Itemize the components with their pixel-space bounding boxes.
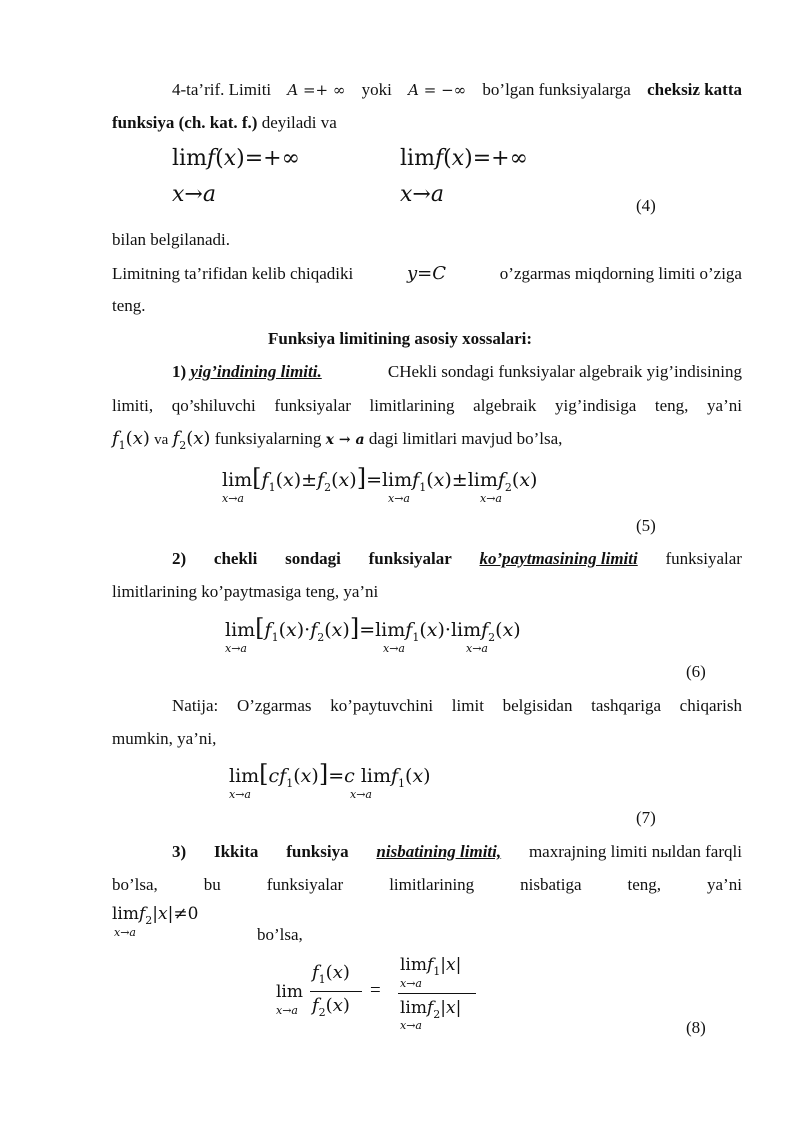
prop1-line-1: 1) yig’indining limiti. CHekli sondagi funksiyalar algebraik yig’indisining — [172, 362, 742, 381]
prop3-line-2: bo’lsa, bu funksiyalar limitlarining nisbatiga teng, ya’ni — [112, 875, 742, 894]
equation-number-6: (6) — [686, 662, 706, 681]
formula-8-fraction-bar-right — [398, 993, 476, 994]
prop3-title: nisbatining limiti, — [376, 842, 502, 861]
const-eq: y=C — [407, 263, 447, 284]
definition-eq-plus-inf: A =+ ∞ — [287, 81, 346, 99]
prop2-line-2: limitlarining ko’paytmasiga teng, ya’ni — [112, 582, 379, 601]
natija-line-2: mumkin, ya’ni, — [112, 729, 217, 748]
formula-6: $\lim[f_1(x)\cdot f_2(x)]=\lim f_1(x)\cdot\lim f_2(x)$ — [225, 614, 521, 644]
formula-8-fraction-bar-left — [310, 991, 362, 992]
formula-4-right-top: limf(x)=+∞ — [400, 146, 528, 171]
definition-eq-minus-inf: A = −∞ — [408, 81, 467, 99]
const-line-2: teng. — [112, 296, 146, 315]
definition-line-2 — [112, 113, 337, 133]
formula-8-equals: = — [370, 980, 381, 1001]
definition-prefix: 4-ta’rif. Limiti — [172, 80, 272, 99]
prop2-title: ko’paytmasining limiti — [479, 549, 638, 568]
equation-number-4: (4) — [636, 196, 656, 215]
formula-8-lim-sub: x→a — [276, 1004, 298, 1017]
formula-5-sub-2: x→a — [388, 492, 410, 505]
definition-tail: deyiladi va — [261, 113, 337, 132]
prop3-condition-tail: bo’lsa, — [257, 925, 303, 944]
formula-8-right-den-sub: x→a — [400, 1019, 422, 1032]
prop1-arrow: x → a — [325, 432, 365, 448]
formula-6-sub-2: x→a — [383, 642, 405, 655]
formula-5-sub-3: x→a — [480, 492, 502, 505]
const-line-1: Limitning ta’rifidan kelib chiqadiki y=C o’zgarmas miqdorning limiti o’ziga — [112, 263, 742, 284]
formula-4-left-bottom: x→a — [172, 182, 216, 207]
formula-6-sub-3: x→a — [466, 642, 488, 655]
definition-rest: bo’lgan funksiyalarga — [482, 80, 631, 99]
formula-8-right-denominator: limf$_2$|x| — [400, 998, 462, 1021]
natija-line-1: Natija: O’zgarmas ko’paytuvchini limit belgisidan tashqariga chiqarish — [172, 696, 742, 715]
prop1-line-3: $f_1(x)$ va $f_2(x)$ funksiyalarning x → a dagi limitlari mavjud bo’lsa, — [112, 428, 563, 452]
formula-8-right-numerator: limf$_1$|x| — [400, 955, 462, 978]
formula-8-right-num-sub: x→a — [400, 977, 422, 990]
prop3-condition-sub: x→a — [114, 926, 136, 939]
formula-4-left-top: limf(x)=+∞ — [172, 146, 300, 171]
prop1-line-2: limiti, qo’shiluvchi funksiyalar limitlarining algebraik yig’indisiga teng, ya’ni — [112, 396, 742, 415]
formula-7-sub-2: x→a — [350, 788, 372, 801]
formula-8-denominator: $f_2(x)$ — [312, 995, 350, 1019]
prop3-line-1: 3) Ikkita funksiya nisbatining limiti, maxrajning limiti nыldan farqli — [172, 842, 742, 861]
definition-bold-term: cheksiz katta — [647, 80, 742, 99]
formula-6-sub-1: x→a — [225, 642, 247, 655]
formula-4-right-bottom: x→a — [400, 182, 444, 207]
definition-yoki: yoki — [361, 80, 392, 99]
prop1-title: yig’indining limiti. — [190, 362, 322, 381]
section-title: Funksiya limitining asosiy xossalari: — [267, 329, 533, 348]
prop2-line-1: 2) chekli sondagi funksiyalar ko’paytmasining limiti funksiyalar — [172, 549, 742, 568]
text-belgilanadi: bilan belgilanadi. — [112, 230, 231, 249]
formula-7-sub-1: x→a — [229, 788, 251, 801]
formula-5: $\lim[f_1(x)\pm f_2(x)]=\lim f_1(x)\pm\lim f_2(x)$ — [222, 464, 538, 494]
equation-number-5: (5) — [636, 516, 656, 535]
equation-number-8: (8) — [686, 1018, 706, 1037]
formula-8-numerator: $f_1(x)$ — [312, 962, 350, 986]
definition-line-1 — [172, 80, 742, 100]
equation-number-7: (7) — [636, 808, 656, 827]
definition-bold-term-2: funksiya (ch. kat. f.) — [112, 113, 258, 132]
formula-5-sub-1: x→a — [222, 492, 244, 505]
prop3-condition: limf$_2$|x|≠0 — [112, 904, 199, 927]
formula-7: $\lim[cf_1(x)]=c$ limf$_1$(x) — [229, 760, 431, 790]
formula-8-lim: lim — [276, 982, 303, 1002]
